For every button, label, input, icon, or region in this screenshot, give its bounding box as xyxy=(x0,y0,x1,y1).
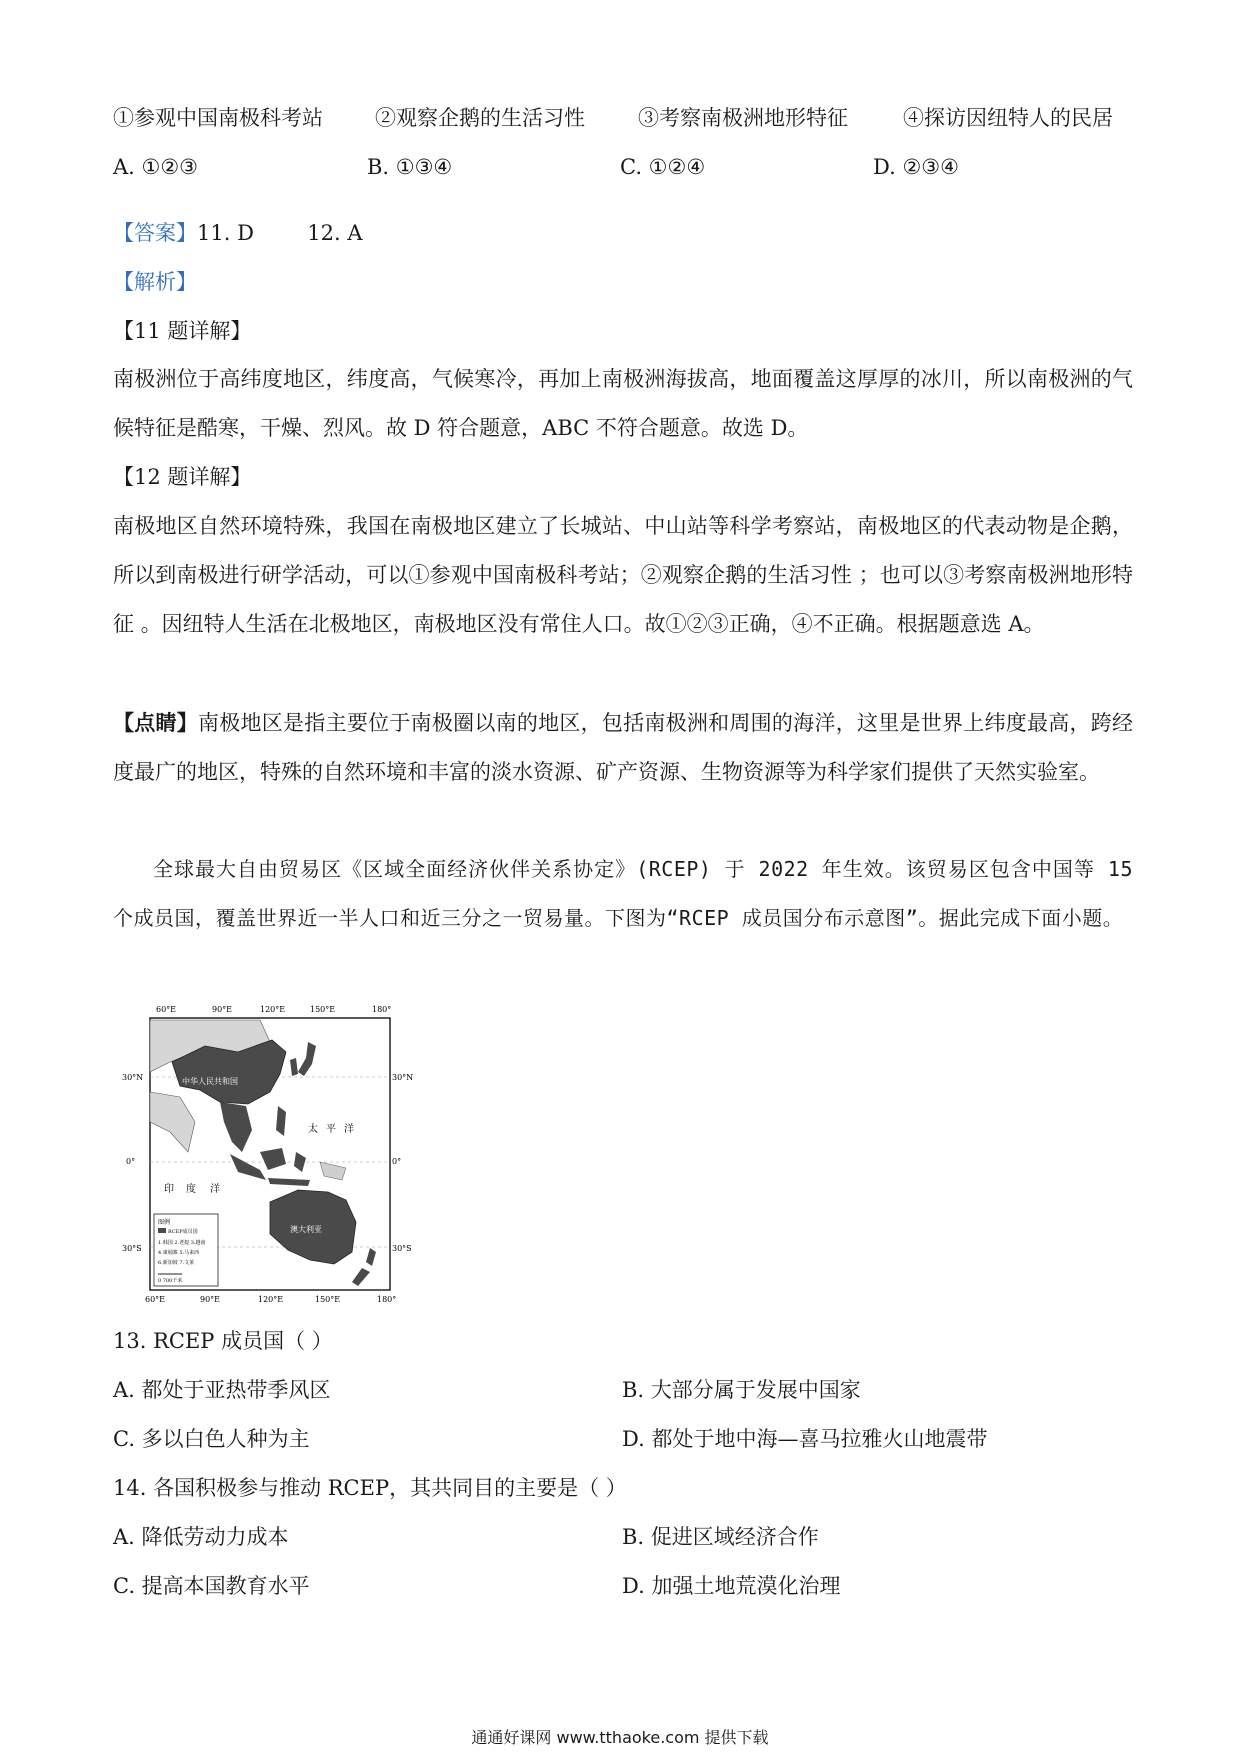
map-lon-top-120: 120°E xyxy=(260,1005,286,1014)
q14-stem: 14. 各国积极参与推动 RCEP，其共同目的主要是（ ） xyxy=(113,1476,627,1500)
map-label-pacific-2: 平 xyxy=(326,1124,336,1135)
q13-choice-c: C. 多以白色人种为主 xyxy=(113,1427,310,1451)
q13-stem: 13. RCEP 成员国（ ） xyxy=(113,1329,333,1353)
q14-choice-b: B. 促进区域经济合作 xyxy=(622,1525,819,1549)
q11-detail-heading: 【11 题详解】 xyxy=(113,319,252,343)
q13-choice-a: A. 都处于亚热带季风区 xyxy=(113,1378,331,1402)
map-lon-top-90: 90°E xyxy=(212,1005,233,1014)
q13-choice-b: B. 大部分属于发展中国家 xyxy=(622,1378,861,1402)
map-lon-top-60: 60°E xyxy=(156,1005,177,1014)
dianjing-text: 南极地区是指主要位于南极圈以南的地区，包括南极洲和周围的海洋，这里是世界上纬度最高，跨经度最广的地区，特殊的自然环境和丰富的淡水资源、矿产资源、生物资源等为科学家们提供了天然实验室。 xyxy=(113,711,1134,784)
q12-item-1: ①参观中国南极科考站 xyxy=(113,106,323,130)
map-lat-left-0: 0° xyxy=(126,1157,136,1166)
map-lat-right-30s: 30°S xyxy=(392,1244,412,1253)
map-legend-line-1: RCEP成员国 xyxy=(168,1229,198,1235)
map-lon-bottom-150: 150°E xyxy=(315,1295,341,1304)
map-lat-left-30s: 30°S xyxy=(122,1244,142,1253)
map-label-pacific-1: 太 xyxy=(308,1124,318,1135)
q13-choice-d: D. 都处于地中海—喜马拉雅火山地震带 xyxy=(622,1427,988,1451)
map-lon-top-150: 150°E xyxy=(310,1005,336,1014)
q14-choice-d: D. 加强土地荒漠化治理 xyxy=(622,1574,841,1598)
map-lon-bottom-60: 60°E xyxy=(145,1295,166,1304)
map-legend-line-2: 1.韩国 2.老挝 3.越南 xyxy=(158,1240,206,1246)
map-label-china: 中华人民共和国 xyxy=(182,1077,238,1086)
q12-detail-text: 南极地区自然环境特殊，我国在南极地区建立了长城站、中山站等科学考察站，南极地区的代表动物是企鹅，所以到南极进行研学活动，可以①参观中国南极科考站；②观察企鹅的生活习性 ；也可以③考察南极洲地形特征 。因纽特人生活在北极地区，南极地区没有常住人口。故①②③正确，④不正确。根据题意选 A。 xyxy=(113,514,1133,636)
map-legend-line-3: 4.柬埔寨 5.马来西 xyxy=(158,1250,200,1256)
q14-choice-c: C. 提高本国教育水平 xyxy=(113,1574,310,1598)
map-label-indian-2: 度 xyxy=(186,1184,196,1195)
rcep-map-figure xyxy=(120,1002,420,1306)
answer-line xyxy=(113,218,363,248)
q12-item-3: ③考察南极洲地形特征 xyxy=(638,106,848,130)
q12-choice-c: C. ①②④ xyxy=(620,155,706,179)
map-lon-bottom-90: 90°E xyxy=(200,1295,221,1304)
map-legend-swatch xyxy=(158,1228,166,1233)
q14-choice-a: A. 降低劳动力成本 xyxy=(113,1525,289,1549)
map-label-pacific-3: 洋 xyxy=(344,1124,354,1135)
page-footer: 通通好课网 www.tthaoke.com 提供下载 xyxy=(471,1728,769,1747)
q12-detail-heading: 【12 题详解】 xyxy=(113,465,252,489)
map-label-australia: 澳大利亚 xyxy=(290,1225,322,1234)
map-lon-bottom-180: 180° xyxy=(377,1295,397,1304)
dianjing-paragraph xyxy=(113,698,1133,797)
q12-choice-b: B. ①③④ xyxy=(367,155,453,179)
q12-item-2: ②观察企鹅的生活习性 xyxy=(375,106,585,130)
map-label-indian-3: 洋 xyxy=(210,1184,220,1195)
q12-item-4: ④探访因纽特人的民居 xyxy=(903,106,1113,130)
map-legend-line-4: 6.新加坡 7.文莱 xyxy=(158,1260,195,1266)
map-lat-right-30n: 30°N xyxy=(392,1073,414,1082)
map-lat-left-30n: 30°N xyxy=(122,1073,144,1082)
answer-label: 【答案】 xyxy=(113,221,197,245)
map-lat-right-0: 0° xyxy=(392,1157,402,1166)
answer-text: 11. D 12. A xyxy=(197,221,363,245)
q12-choice-a: A. ①②③ xyxy=(113,155,198,179)
q11-detail-text: 南极洲位于高纬度地区，纬度高，气候寒冷，再加上南极洲海拔高，地面覆盖这厚厚的冰川，所以南极洲的气候特征是酷寒，干燥、烈风。故 D 符合题意，ABC 不符合题意。故选 D。 xyxy=(113,367,1133,440)
map-label-indian-1: 印 xyxy=(164,1184,174,1195)
map-lon-top-180: 180° xyxy=(372,1005,392,1014)
dianjing-label: 【点睛】 xyxy=(113,710,199,735)
rcep-intro: 全球最大自由贸易区《区域全面经济伙伴关系协定》(RCEP) 于 2022 年生效。该贸易区包含中国等 15 个成员国，覆盖世界近一半人口和近三分之一贸易量。下图为“RCEP 成员国分布示意图”。据此完成下面小题。 xyxy=(113,857,1133,930)
q12-choice-d: D. ②③④ xyxy=(873,155,959,179)
map-lon-bottom-120: 120°E xyxy=(258,1295,284,1304)
map-legend-title: 图例 xyxy=(158,1219,171,1226)
map-legend-scale: 0 700千米 xyxy=(158,1278,183,1284)
analysis-label: 【解析】 xyxy=(113,270,197,294)
